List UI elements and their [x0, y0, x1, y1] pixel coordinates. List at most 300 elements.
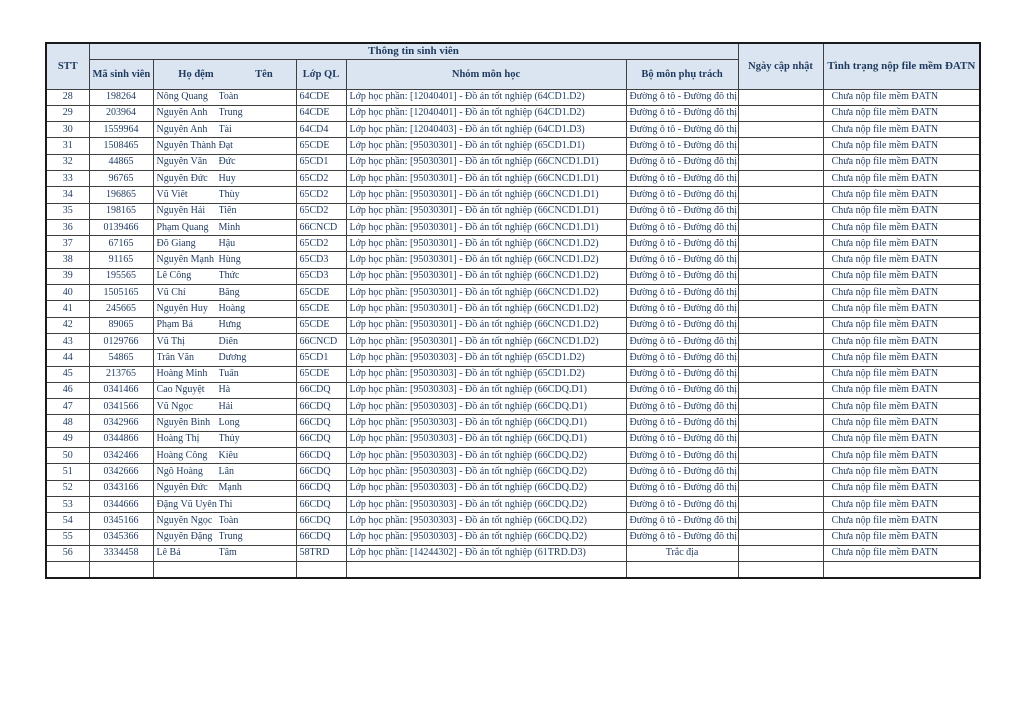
cell-stt: 40 [46, 285, 89, 301]
cell-class: 65CDE [296, 285, 346, 301]
table-row [46, 105, 980, 121]
cell-update-date [738, 562, 823, 578]
cell-department: Đường ô tô - Đường đô thị [626, 203, 738, 219]
header-stt: STT [46, 43, 89, 89]
cell-student-id: 1508465 [89, 138, 153, 154]
cell-student-id: 89065 [89, 317, 153, 333]
header-student-info-group: Thông tin sinh viên [89, 43, 738, 59]
cell-student-id: 0341566 [89, 399, 153, 415]
cell-stt: 39 [46, 268, 89, 284]
cell-name [153, 382, 296, 398]
cell-course-group: Lớp học phần: [95030303] - Đồ án tốt nghiệp (66CDQ.D1) [346, 382, 626, 398]
cell-department: Đường ô tô - Đường đô thị [626, 122, 738, 138]
cell-first-name: Mạnh [218, 483, 242, 494]
cell-student-id: 67165 [89, 236, 153, 252]
cell-course-group: Lớp học phần: [95030301] - Đồ án tốt nghiệp (66CNCD1.D1) [346, 154, 626, 170]
cell-name [153, 154, 296, 170]
cell-class [296, 562, 346, 578]
cell-update-date [738, 236, 823, 252]
cell-first-name: Hậu [218, 238, 236, 249]
cell-class: 64CD4 [296, 122, 346, 138]
cell-update-date [738, 496, 823, 512]
header-first-name: Tên [255, 68, 273, 80]
cell-stt: 31 [46, 138, 89, 154]
cell-name [153, 138, 296, 154]
cell-submission-status [823, 562, 980, 578]
header-course-group: Nhóm môn học [346, 59, 626, 89]
table-row [46, 513, 980, 529]
cell-department: Đường ô tô - Đường đô thị [626, 187, 738, 203]
table-row [46, 203, 980, 219]
cell-class: 64CDE [296, 89, 346, 105]
cell-course-group: Lớp học phần: [95030301] - Đồ án tốt nghiệp (66CNCD1.D1) [346, 203, 626, 219]
cell-class: 65CD2 [296, 187, 346, 203]
cell-stt: 44 [46, 350, 89, 366]
cell-student-id: 0342466 [89, 448, 153, 464]
cell-submission-status: Chưa nộp file mềm ĐATN [823, 513, 980, 529]
cell-submission-status: Chưa nộp file mềm ĐATN [823, 122, 980, 138]
table-row [46, 545, 980, 561]
cell-course-group: Lớp học phần: [95030301] - Đồ án tốt nghiệp (66CNCD1.D1) [346, 219, 626, 235]
table-row [46, 219, 980, 235]
cell-update-date [738, 464, 823, 480]
cell-student-id: 196865 [89, 187, 153, 203]
cell-first-name: Huy [218, 173, 236, 184]
cell-update-date [738, 415, 823, 431]
cell-course-group: Lớp học phần: [95030301] - Đồ án tốt nghiệp (66CNCD1.D2) [346, 252, 626, 268]
cell-department: Đường ô tô - Đường đô thị [626, 105, 738, 121]
table-row [46, 138, 980, 154]
cell-first-name: Toàn [218, 92, 239, 103]
cell-submission-status: Chưa nộp file mềm ĐATN [823, 399, 980, 415]
cell-name [153, 333, 296, 349]
cell-department: Đường ô tô - Đường đô thị [626, 301, 738, 317]
cell-name [153, 545, 296, 561]
cell-course-group [346, 562, 626, 578]
cell-name [153, 415, 296, 431]
cell-class: 65CD3 [296, 252, 346, 268]
cell-stt: 38 [46, 252, 89, 268]
cell-last-name: Vũ Viết [156, 189, 188, 200]
header-class: Lớp QL [296, 59, 346, 89]
table-row [46, 301, 980, 317]
cell-student-id: 0344866 [89, 431, 153, 447]
cell-submission-status: Chưa nộp file mềm ĐATN [823, 350, 980, 366]
cell-course-group: Lớp học phần: [95030301] - Đồ án tốt nghiệp (66CNCD1.D1) [346, 170, 626, 186]
cell-last-name: Vũ Thị [156, 336, 185, 347]
header-name [153, 59, 296, 89]
cell-student-id: 0343166 [89, 480, 153, 496]
cell-stt: 33 [46, 170, 89, 186]
cell-class: 66CNCD [296, 333, 346, 349]
cell-stt: 36 [46, 219, 89, 235]
cell-department: Đường ô tô - Đường đô thị [626, 496, 738, 512]
cell-name [153, 219, 296, 235]
cell-last-name: Lê Bá [156, 548, 181, 559]
cell-course-group: Lớp học phần: [95030301] - Đồ án tốt nghiệp (66CNCD1.D1) [346, 187, 626, 203]
cell-update-date [738, 333, 823, 349]
cell-first-name: Hùng [218, 255, 241, 266]
cell-department: Đường ô tô - Đường đô thị [626, 431, 738, 447]
cell-update-date [738, 301, 823, 317]
cell-department: Trắc địa [626, 545, 738, 561]
table-row [46, 122, 980, 138]
cell-stt: 52 [46, 480, 89, 496]
cell-last-name: Đặng Vũ Uyên [156, 499, 217, 510]
cell-stt: 46 [46, 382, 89, 398]
cell-course-group: Lớp học phần: [95030303] - Đồ án tốt nghiệp (66CDQ.D1) [346, 415, 626, 431]
cell-last-name: Nguyễn Đức [156, 483, 208, 494]
cell-last-name: Nguyễn Huy [156, 304, 208, 314]
cell-department: Đường ô tô - Đường đô thị [626, 529, 738, 545]
cell-department: Đường ô tô - Đường đô thị [626, 268, 738, 284]
cell-first-name: Minh [218, 222, 241, 233]
cell-class: 65CD2 [296, 170, 346, 186]
cell-last-name: Nguyễn Văn [156, 157, 208, 168]
cell-class: 66CDQ [296, 480, 346, 496]
cell-name [153, 89, 296, 105]
cell-last-name: Ngô Hoàng [156, 466, 203, 477]
cell-student-id: 0344666 [89, 496, 153, 512]
cell-first-name: Tuấn [218, 369, 239, 380]
cell-stt: 51 [46, 464, 89, 480]
cell-first-name: Thức [218, 271, 240, 282]
table-row [46, 464, 980, 480]
cell-stt: 28 [46, 89, 89, 105]
cell-stt: 55 [46, 529, 89, 545]
cell-last-name: Nguyễn Mạnh [156, 255, 214, 266]
table-row [46, 496, 980, 512]
cell-first-name: Lân [218, 466, 235, 477]
cell-stt: 37 [46, 236, 89, 252]
cell-last-name: Nguyễn Anh [156, 124, 208, 135]
cell-submission-status: Chưa nộp file mềm ĐATN [823, 545, 980, 561]
cell-class: 66CDQ [296, 529, 346, 545]
cell-stt: 53 [46, 496, 89, 512]
cell-update-date [738, 187, 823, 203]
cell-stt: 45 [46, 366, 89, 382]
cell-first-name: Hà [218, 385, 231, 396]
cell-course-group: Lớp học phần: [95030303] - Đồ án tốt nghiệp (66CDQ.D2) [346, 448, 626, 464]
cell-last-name: Nguyễn Bình [156, 418, 211, 429]
cell-department: Đường ô tô - Đường đô thị [626, 350, 738, 366]
cell-course-group: Lớp học phần: [12040401] - Đồ án tốt nghiệp (64CD1.D2) [346, 105, 626, 121]
cell-submission-status: Chưa nộp file mềm ĐATN [823, 382, 980, 398]
cell-department: Đường ô tô - Đường đô thị [626, 219, 738, 235]
cell-stt: 29 [46, 105, 89, 121]
cell-submission-status: Chưa nộp file mềm ĐATN [823, 301, 980, 317]
cell-name [153, 562, 296, 578]
cell-course-group: Lớp học phần: [95030301] - Đồ án tốt nghiệp (66CNCD1.D2) [346, 317, 626, 333]
cell-first-name: Đạt [218, 141, 233, 152]
table-row [46, 236, 980, 252]
cell-class: 65CDE [296, 301, 346, 317]
cell-course-group: Lớp học phần: [12040403] - Đồ án tốt nghiệp (64CD1.D3) [346, 122, 626, 138]
cell-class: 64CDE [296, 105, 346, 121]
cell-submission-status: Chưa nộp file mềm ĐATN [823, 105, 980, 121]
cell-course-group: Lớp học phần: [95030303] - Đồ án tốt nghiệp (65CD1.D2) [346, 350, 626, 366]
cell-stt: 35 [46, 203, 89, 219]
cell-class: 65CD2 [296, 236, 346, 252]
cell-submission-status: Chưa nộp file mềm ĐATN [823, 480, 980, 496]
cell-class: 66CNCD [296, 219, 346, 235]
cell-update-date [738, 350, 823, 366]
cell-student-id: 0342966 [89, 415, 153, 431]
header-department: Bộ môn phụ trách [626, 59, 738, 89]
cell-name [153, 268, 296, 284]
cell-course-group: Lớp học phần: [95030301] - Đồ án tốt nghiệp (66CNCD1.D2) [346, 268, 626, 284]
cell-submission-status: Chưa nộp file mềm ĐATN [823, 203, 980, 219]
cell-first-name: Hải [218, 401, 233, 412]
cell-class: 66CDQ [296, 513, 346, 529]
cell-class: 66CDQ [296, 496, 346, 512]
cell-last-name: Nguyễn Anh [156, 108, 208, 119]
cell-submission-status: Chưa nộp file mềm ĐATN [823, 236, 980, 252]
cell-submission-status: Chưa nộp file mềm ĐATN [823, 431, 980, 447]
cell-department: Đường ô tô - Đường đô thị [626, 154, 738, 170]
cell-name [153, 513, 296, 529]
cell-update-date [738, 122, 823, 138]
cell-update-date [738, 529, 823, 545]
cell-update-date [738, 448, 823, 464]
cell-department: Đường ô tô - Đường đô thị [626, 399, 738, 415]
cell-student-id: 96765 [89, 170, 153, 186]
cell-stt: 34 [46, 187, 89, 203]
table-row [46, 529, 980, 545]
cell-last-name: Nông Quang [156, 92, 208, 103]
cell-class: 65CD3 [296, 268, 346, 284]
cell-last-name: Lê Công [156, 271, 192, 282]
cell-stt: 54 [46, 513, 89, 529]
cell-first-name: Thùy [218, 189, 240, 200]
cell-department: Đường ô tô - Đường đô thị [626, 513, 738, 529]
cell-name [153, 317, 296, 333]
cell-name [153, 187, 296, 203]
cell-student-id: 0345366 [89, 529, 153, 545]
cell-name [153, 529, 296, 545]
cell-course-group: Lớp học phần: [95030303] - Đồ án tốt nghiệp (66CDQ.D2) [346, 529, 626, 545]
cell-department [626, 562, 738, 578]
cell-class: 66CDQ [296, 431, 346, 447]
cell-first-name: Tiến [218, 206, 237, 217]
cell-name [153, 105, 296, 121]
table-body [46, 89, 980, 578]
cell-stt: 43 [46, 333, 89, 349]
cell-student-id [89, 562, 153, 578]
cell-first-name: Tâm [218, 548, 237, 559]
cell-course-group: Lớp học phần: [95030303] - Đồ án tốt nghiệp (66CDQ.D2) [346, 480, 626, 496]
cell-last-name: Nguyễn Đặng [156, 532, 213, 543]
empty-row [46, 562, 980, 578]
cell-name [153, 285, 296, 301]
cell-student-id: 198165 [89, 203, 153, 219]
cell-student-id: 44865 [89, 154, 153, 170]
cell-last-name: Nguyễn Hải [156, 206, 206, 217]
cell-first-name: Toàn [218, 515, 239, 526]
cell-first-name: Tài [218, 124, 232, 135]
cell-last-name: Vũ Chí [156, 287, 186, 298]
cell-update-date [738, 170, 823, 186]
cell-student-id: 0342666 [89, 464, 153, 480]
cell-first-name: Hoàng [218, 304, 246, 314]
cell-name [153, 301, 296, 317]
cell-class: 66CDQ [296, 464, 346, 480]
table-row [46, 268, 980, 284]
table-row [46, 317, 980, 333]
cell-name [153, 496, 296, 512]
header-submission-status: Tình trạng nộp file mềm ĐATN [823, 43, 980, 89]
cell-stt: 30 [46, 122, 89, 138]
cell-class: 65CDE [296, 317, 346, 333]
cell-course-group: Lớp học phần: [95030303] - Đồ án tốt nghiệp (66CDQ.D2) [346, 513, 626, 529]
cell-course-group: Lớp học phần: [95030303] - Đồ án tốt nghiệp (66CDQ.D1) [346, 431, 626, 447]
cell-department: Đường ô tô - Đường đô thị [626, 317, 738, 333]
cell-first-name: Bằng [218, 287, 240, 298]
cell-student-id: 91165 [89, 252, 153, 268]
cell-first-name: Dương [218, 352, 247, 363]
cell-first-name: Diến [218, 336, 238, 347]
cell-update-date [738, 366, 823, 382]
cell-stt: 42 [46, 317, 89, 333]
cell-first-name: Hưng [218, 320, 242, 331]
cell-submission-status: Chưa nộp file mềm ĐATN [823, 252, 980, 268]
cell-name [153, 350, 296, 366]
cell-department: Đường ô tô - Đường đô thị [626, 333, 738, 349]
cell-class: 66CDQ [296, 415, 346, 431]
cell-last-name: Hoàng Minh [156, 369, 208, 380]
cell-stt: 48 [46, 415, 89, 431]
table-row [46, 399, 980, 415]
cell-last-name: Vũ Ngọc [156, 401, 193, 412]
cell-course-group: Lớp học phần: [14244302] - Đồ án tốt nghiệp (61TRD.D3) [346, 545, 626, 561]
cell-submission-status: Chưa nộp file mềm ĐATN [823, 219, 980, 235]
cell-submission-status: Chưa nộp file mềm ĐATN [823, 154, 980, 170]
table-row [46, 170, 980, 186]
cell-course-group: Lớp học phần: [95030301] - Đồ án tốt nghiệp (66CNCD1.D2) [346, 236, 626, 252]
cell-submission-status: Chưa nộp file mềm ĐATN [823, 333, 980, 349]
cell-department: Đường ô tô - Đường đô thị [626, 448, 738, 464]
cell-last-name: Nguyễn Đức [156, 173, 208, 184]
cell-submission-status: Chưa nộp file mềm ĐATN [823, 317, 980, 333]
cell-last-name: Đỗ Giang [156, 238, 196, 249]
cell-course-group: Lớp học phần: [95030303] - Đồ án tốt nghiệp (65CD1.D2) [346, 366, 626, 382]
cell-class: 66CDQ [296, 382, 346, 398]
cell-student-id: 203964 [89, 105, 153, 121]
cell-name [153, 431, 296, 447]
cell-submission-status: Chưa nộp file mềm ĐATN [823, 89, 980, 105]
cell-submission-status: Chưa nộp file mềm ĐATN [823, 496, 980, 512]
cell-department: Đường ô tô - Đường đô thị [626, 480, 738, 496]
cell-student-id: 0341466 [89, 382, 153, 398]
cell-class: 66CDQ [296, 448, 346, 464]
cell-stt: 49 [46, 431, 89, 447]
header-update-date: Ngày cập nhật [738, 43, 823, 89]
cell-student-id: 198264 [89, 89, 153, 105]
cell-submission-status: Chưa nộp file mềm ĐATN [823, 366, 980, 382]
cell-stt: 41 [46, 301, 89, 317]
cell-stt: 47 [46, 399, 89, 415]
cell-class: 65CDE [296, 138, 346, 154]
cell-update-date [738, 317, 823, 333]
cell-submission-status: Chưa nộp file mềm ĐATN [823, 464, 980, 480]
cell-name [153, 366, 296, 382]
cell-department: Đường ô tô - Đường đô thị [626, 366, 738, 382]
table-row [46, 154, 980, 170]
cell-name [153, 203, 296, 219]
cell-last-name: Trần Văn [156, 352, 195, 363]
header-last-name: Họ đệm [178, 68, 214, 80]
cell-department: Đường ô tô - Đường đô thị [626, 285, 738, 301]
cell-update-date [738, 480, 823, 496]
cell-student-id: 3334458 [89, 545, 153, 561]
cell-stt: 50 [46, 448, 89, 464]
table-row [46, 366, 980, 382]
cell-update-date [738, 285, 823, 301]
table-row [46, 415, 980, 431]
cell-name [153, 399, 296, 415]
cell-last-name: Nguyễn Ngọc [156, 515, 213, 526]
cell-student-id: 1505165 [89, 285, 153, 301]
cell-update-date [738, 513, 823, 529]
cell-student-id: 0129766 [89, 333, 153, 349]
student-table [45, 42, 981, 579]
cell-department: Đường ô tô - Đường đô thị [626, 415, 738, 431]
table-row [46, 252, 980, 268]
cell-department: Đường ô tô - Đường đô thị [626, 382, 738, 398]
cell-first-name: Thủy [218, 434, 240, 445]
cell-class: 65CD1 [296, 350, 346, 366]
table-row [46, 431, 980, 447]
cell-student-id: 213765 [89, 366, 153, 382]
cell-course-group: Lớp học phần: [95030301] - Đồ án tốt nghiệp (65CD1.D1) [346, 138, 626, 154]
cell-update-date [738, 268, 823, 284]
cell-course-group: Lớp học phần: [95030301] - Đồ án tốt nghiệp (66CNCD1.D2) [346, 301, 626, 317]
cell-student-id: 245665 [89, 301, 153, 317]
cell-first-name: Trung [218, 532, 243, 543]
cell-student-id: 0345166 [89, 513, 153, 529]
cell-stt [46, 562, 89, 578]
table-row [46, 382, 980, 398]
cell-last-name: Nguyễn Thành [156, 141, 217, 152]
table-row [46, 285, 980, 301]
table-row [46, 448, 980, 464]
table-row [46, 187, 980, 203]
cell-name [153, 464, 296, 480]
cell-submission-status: Chưa nộp file mềm ĐATN [823, 285, 980, 301]
cell-update-date [738, 431, 823, 447]
cell-class: 58TRD [296, 545, 346, 561]
cell-student-id: 54865 [89, 350, 153, 366]
cell-name [153, 448, 296, 464]
cell-submission-status: Chưa nộp file mềm ĐATN [823, 138, 980, 154]
table-row [46, 350, 980, 366]
table-header [46, 43, 980, 89]
cell-department: Đường ô tô - Đường đô thị [626, 138, 738, 154]
cell-class: 65CDE [296, 366, 346, 382]
header-student-id: Mã sinh viên [89, 59, 153, 89]
cell-last-name: Hoàng Thị [156, 434, 200, 445]
cell-update-date [738, 105, 823, 121]
cell-submission-status: Chưa nộp file mềm ĐATN [823, 268, 980, 284]
table-row [46, 480, 980, 496]
cell-update-date [738, 203, 823, 219]
cell-name [153, 122, 296, 138]
cell-last-name: Phạm Bá [156, 320, 193, 331]
cell-department: Đường ô tô - Đường đô thị [626, 89, 738, 105]
cell-first-name: Long [218, 418, 240, 429]
cell-name [153, 170, 296, 186]
cell-last-name: Hoàng Công [156, 450, 208, 461]
